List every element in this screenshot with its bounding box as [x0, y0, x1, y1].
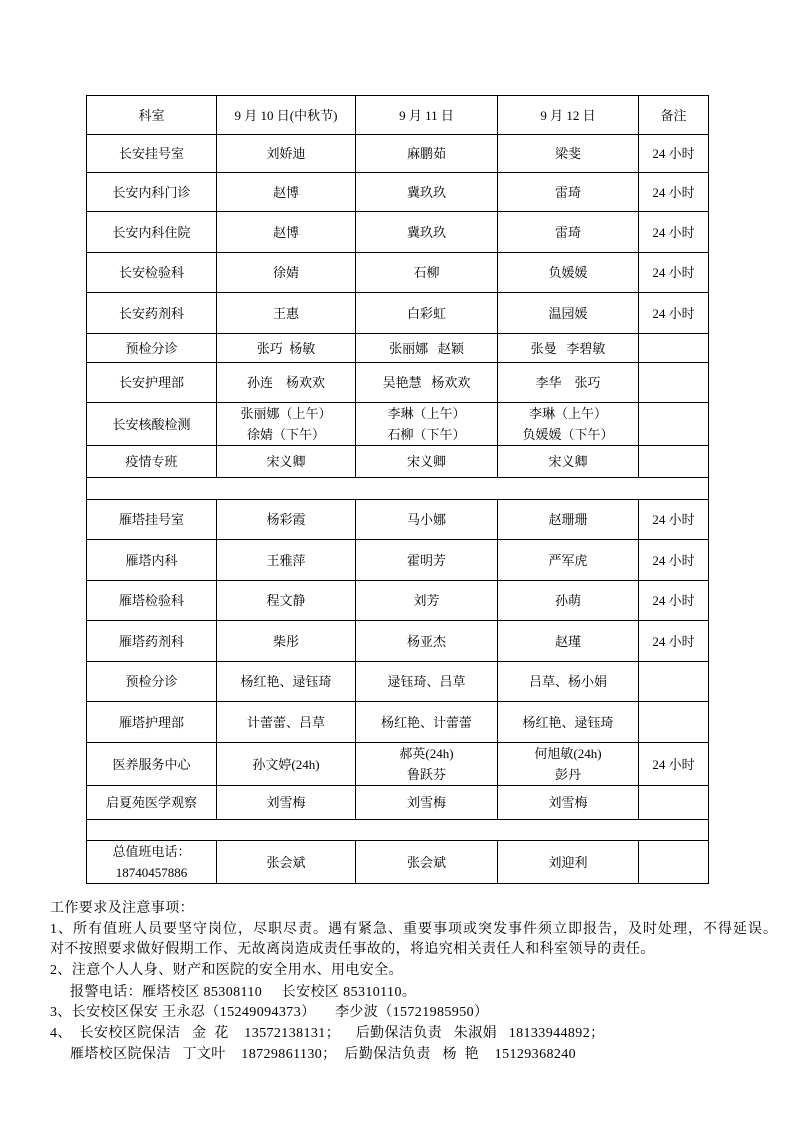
cell-text: 彭丹 [554, 767, 581, 782]
department-cell [87, 702, 217, 743]
remarks-cell [639, 135, 709, 173]
cell-text: 赵博 [272, 184, 299, 200]
cell-text: 24 小时 [652, 756, 695, 772]
cell-text: 白彩虹 [406, 305, 446, 321]
cell-text: 24 小时 [652, 265, 695, 280]
note-line-2: 对不按照要求做好假期工作、无故离岗造成责任事故的，将追究相关责任人和科室领导的责任。 [50, 942, 655, 957]
sep-12-cell [498, 446, 639, 478]
remarks-cell [639, 786, 709, 820]
sep-11-cell [356, 702, 498, 743]
table-row [87, 403, 709, 446]
sep-10-cell [217, 540, 356, 581]
department-cell [87, 334, 217, 363]
remarks-cell [639, 446, 709, 478]
department-cell [87, 621, 217, 662]
sep-12-cell [498, 786, 639, 820]
cell-text: 24 小时 [652, 305, 695, 321]
table-header-row [87, 96, 709, 135]
department-cell [87, 500, 217, 540]
cell-text: 李琳（上午） [528, 406, 607, 421]
sep-11-cell [356, 293, 498, 334]
remarks-cell [639, 363, 709, 403]
department-cell [87, 446, 217, 478]
sep-11-cell [356, 403, 498, 446]
department-cell [87, 581, 217, 621]
cell-text: 长安检验科 [118, 265, 184, 280]
cell-text: 冀玖玖 [406, 224, 446, 240]
sep-12-cell [498, 173, 639, 212]
cell-text: 雁塔内科 [125, 552, 178, 568]
table-row [87, 786, 709, 820]
note-line-6: 4、 长安校区院保洁 金 花 13572138131； 后勤保洁负责 朱淑娟 18133944892； [50, 1026, 605, 1041]
header-department: 科室 [87, 96, 217, 135]
sep-10-cell [217, 173, 356, 212]
sep-11-cell [356, 540, 498, 581]
cell-text: 雁塔药剂科 [118, 633, 184, 649]
cell-text: 长安内科住院 [112, 224, 191, 240]
cell-text: 预检分诊 [125, 340, 178, 356]
remarks-cell [639, 621, 709, 662]
table-row [87, 135, 709, 173]
cell-text: 长安药剂科 [118, 305, 184, 321]
cell-text: 雁塔护理部 [118, 714, 184, 730]
cell-text: 刘雪梅 [406, 795, 446, 810]
cell-text: 宋义卿 [266, 454, 306, 469]
cell-text: 李华 张巧 [535, 375, 601, 390]
sep-10-cell [217, 581, 356, 621]
sep-11-cell [356, 212, 498, 253]
note-line-1: 1、所有值班人员要坚守岗位，尽职尽责。遇有紧急、重要事项或突发事件须立即报告，及时处理，不得延误。 [50, 922, 778, 937]
note-line-3: 2、注意个人人身、财产和医院的安全用水、用电安全。 [50, 963, 403, 978]
sep-12-cell [498, 212, 639, 253]
blank-separator-row [87, 820, 709, 841]
cell-text: 宋义卿 [548, 454, 588, 469]
sep-12-cell [498, 540, 639, 581]
sep-10-cell [217, 702, 356, 743]
sep-11-cell [356, 173, 498, 212]
cell-text: 疫情专班 [125, 454, 178, 469]
cell-text: 孙文婷(24h) [252, 756, 320, 772]
sep-10-cell [217, 786, 356, 820]
cell-text: 24 小时 [652, 224, 695, 240]
sep-11-cell [356, 334, 498, 363]
remarks-cell [639, 662, 709, 702]
cell-text: 雷琦 [554, 224, 581, 240]
remarks-cell [639, 581, 709, 621]
cell-text: 冀玖玖 [406, 184, 446, 200]
cell-text: 张曼 李碧敏 [530, 340, 606, 356]
header-sep-11: 9 月 11 日 [356, 96, 498, 135]
remarks-cell [639, 403, 709, 446]
department-cell [87, 841, 217, 884]
cell-text: 张会斌 [406, 854, 446, 870]
cell-text: 温园媛 [548, 305, 588, 321]
cell-text: 24 小时 [652, 552, 695, 568]
sep-11-cell [356, 253, 498, 293]
cell-text: 雁塔检验科 [118, 593, 184, 608]
sep-12-cell [498, 363, 639, 403]
sep-12-cell [498, 743, 639, 786]
sep-10-cell [217, 253, 356, 293]
remarks-cell [639, 841, 709, 884]
cell-text: 24 小时 [652, 146, 695, 161]
department-cell [87, 662, 217, 702]
remarks-cell [639, 500, 709, 540]
table-row [87, 540, 709, 581]
table-row [87, 621, 709, 662]
sep-10-cell [217, 212, 356, 253]
cell-text: 负媛媛（下午） [522, 427, 614, 442]
cell-text: 刘娇迪 [266, 146, 306, 161]
header-sep-10: 9 月 10 日(中秋节) [217, 96, 356, 135]
sep-10-cell [217, 135, 356, 173]
cell-text: 刘芳 [413, 593, 440, 608]
sep-12-cell [498, 702, 639, 743]
table-row [87, 293, 709, 334]
sep-10-cell [217, 334, 356, 363]
cell-text: 张巧 杨敏 [256, 340, 316, 356]
cell-text: 雁塔挂号室 [118, 512, 184, 527]
cell-text: 长安核酸检测 [112, 416, 191, 432]
sep-12-cell [498, 662, 639, 702]
remarks-cell [639, 212, 709, 253]
blank-separator-row [87, 478, 709, 500]
cell-text: 霍明芳 [406, 552, 446, 568]
note-line-7: 雁塔校区院保洁 丁文叶 18729861130； 后勤保洁负责 杨 艳 15129368240 [70, 1047, 577, 1062]
department-cell [87, 363, 217, 403]
table-row [87, 173, 709, 212]
cell-text: 刘迎利 [548, 854, 588, 870]
note-line-5: 3、长安校区保安 王永忍（15249094373） 李少波（15721985950） [50, 1005, 489, 1020]
sep-11-cell [356, 662, 498, 702]
table-row [87, 253, 709, 293]
sep-10-cell [217, 500, 356, 540]
sep-12-cell [498, 841, 639, 884]
sep-10-cell [217, 841, 356, 884]
sep-10-cell [217, 662, 356, 702]
cell-text: 孙萌 [554, 593, 581, 608]
table-row [87, 662, 709, 702]
cell-text: 计蕾蕾、吕草 [246, 714, 325, 730]
table-row [87, 743, 709, 786]
department-cell [87, 540, 217, 581]
notes-title: 工作要求及注意事项： [50, 901, 194, 916]
duty-schedule-table [86, 95, 709, 884]
cell-text: 长安护理部 [118, 375, 184, 390]
sep-10-cell [217, 403, 356, 446]
blank-separator-cell [87, 478, 709, 500]
cell-text: 雷琦 [554, 184, 581, 200]
sep-11-cell [356, 135, 498, 173]
department-cell [87, 135, 217, 173]
table-row [87, 212, 709, 253]
cell-text: 鲁跃芬 [406, 767, 446, 782]
table-row [87, 500, 709, 540]
cell-text: 孙连 杨欢欢 [246, 375, 325, 390]
cell-text: 柴彤 [272, 633, 299, 649]
sep-11-cell [356, 743, 498, 786]
table-body [87, 135, 709, 884]
table-row [87, 334, 709, 363]
sep-12-cell [498, 253, 639, 293]
sep-11-cell [356, 363, 498, 403]
sep-10-cell [217, 293, 356, 334]
sep-12-cell [498, 334, 639, 363]
cell-text: 张丽娜 赵颖 [389, 340, 464, 356]
cell-text: 逯钰琦、吕草 [387, 674, 466, 689]
note-line-4: 报警电话：雁塔校区 85308110 长安校区 85310110。 [70, 985, 417, 1000]
remarks-cell [639, 253, 709, 293]
remarks-cell [639, 334, 709, 363]
sep-11-cell [356, 786, 498, 820]
sep-11-cell [356, 841, 498, 884]
table-row [87, 841, 709, 884]
cell-text: 杨红艳、计蕾蕾 [380, 714, 472, 730]
cell-text: 赵珊珊 [548, 512, 588, 527]
remarks-cell [639, 293, 709, 334]
header-sep-12: 9 月 12 日 [498, 96, 639, 135]
sep-12-cell [498, 500, 639, 540]
sep-12-cell [498, 621, 639, 662]
cell-text: 18740457886 [115, 865, 188, 880]
cell-text: 王惠 [272, 305, 299, 321]
table-row [87, 363, 709, 403]
cell-text: 刘雪梅 [266, 795, 306, 810]
header-remarks: 备注 [639, 96, 709, 135]
cell-text: 徐婧 [272, 265, 299, 280]
cell-text: 郝英(24h) [399, 746, 454, 761]
sep-12-cell [498, 581, 639, 621]
sep-12-cell [498, 293, 639, 334]
cell-text: 梁斐 [554, 146, 581, 161]
cell-text: 杨彩霞 [266, 512, 306, 527]
table-row [87, 702, 709, 743]
sep-12-cell [498, 135, 639, 173]
cell-text: 张会斌 [266, 854, 306, 870]
cell-text: 总值班电话： [112, 844, 191, 859]
sep-10-cell [217, 743, 356, 786]
sep-10-cell [217, 621, 356, 662]
remarks-cell [639, 540, 709, 581]
department-cell [87, 212, 217, 253]
blank-separator-cell [87, 820, 709, 841]
cell-text: 赵博 [272, 224, 299, 240]
cell-text: 马小娜 [406, 512, 446, 527]
cell-text: 杨红艳、逯钰琦 [522, 714, 614, 730]
table-row [87, 581, 709, 621]
cell-text: 长安挂号室 [118, 146, 184, 161]
cell-text: 石柳 [413, 265, 440, 280]
cell-text: 程文静 [266, 593, 306, 608]
cell-text: 24 小时 [652, 633, 695, 649]
cell-text: 吕草、杨小娟 [528, 674, 607, 689]
cell-text: 预检分诊 [125, 674, 178, 689]
cell-text: 赵瑾 [554, 633, 581, 649]
cell-text: 刘雪梅 [548, 795, 588, 810]
table-row [87, 446, 709, 478]
department-cell [87, 293, 217, 334]
cell-text: 启夏苑医学观察 [105, 795, 197, 810]
sep-10-cell [217, 446, 356, 478]
cell-text: 负媛媛 [548, 265, 588, 280]
cell-text: 王雅萍 [266, 552, 306, 568]
cell-text: 张丽娜（上午） [240, 406, 332, 421]
cell-text: 医养服务中心 [112, 756, 191, 772]
cell-text: 杨红艳、逯钰琦 [240, 674, 332, 689]
cell-text: 严军虎 [548, 552, 588, 568]
cell-text: 李琳（上午） [387, 406, 466, 421]
cell-text: 徐婧（下午） [246, 427, 325, 442]
cell-text: 何旭敏(24h) [534, 746, 602, 761]
sep-11-cell [356, 581, 498, 621]
department-cell [87, 173, 217, 212]
sep-11-cell [356, 446, 498, 478]
sep-10-cell [217, 363, 356, 403]
cell-text: 吴艳慧 杨欢欢 [382, 375, 471, 390]
remarks-cell [639, 173, 709, 212]
cell-text: 长安内科门诊 [112, 184, 191, 200]
cell-text: 24 小时 [652, 593, 695, 608]
remarks-cell [639, 743, 709, 786]
table-header [87, 96, 709, 135]
department-cell [87, 786, 217, 820]
cell-text: 24 小时 [652, 184, 695, 200]
cell-text: 麻鹏茹 [406, 146, 446, 161]
department-cell [87, 253, 217, 293]
cell-text: 宋义卿 [406, 454, 446, 469]
remarks-cell [639, 702, 709, 743]
sep-12-cell [498, 403, 639, 446]
cell-text: 24 小时 [652, 512, 695, 527]
sep-11-cell [356, 621, 498, 662]
department-cell [87, 743, 217, 786]
cell-text: 石柳（下午） [387, 427, 466, 442]
department-cell [87, 403, 217, 446]
cell-text: 杨亚杰 [406, 633, 446, 649]
sep-11-cell [356, 500, 498, 540]
